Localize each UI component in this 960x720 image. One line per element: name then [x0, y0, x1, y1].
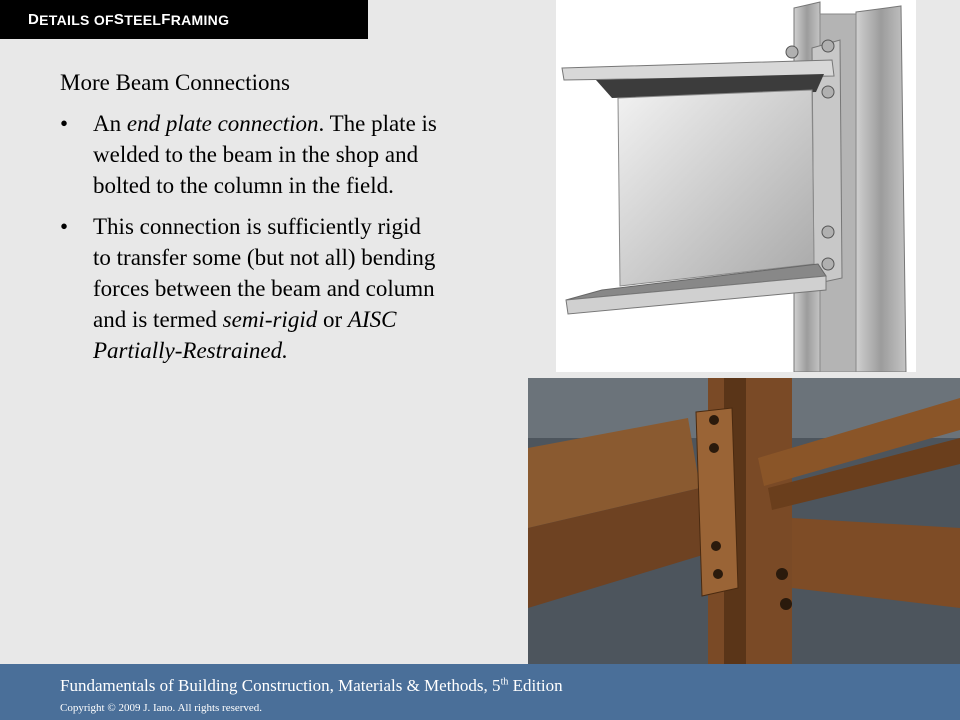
- end-plate-drawing: [556, 0, 916, 372]
- bullet-list: [60, 108, 440, 376]
- bullet-item: [60, 211, 440, 366]
- bullet-italic: semi-rigid: [222, 307, 318, 332]
- book-title: [60, 676, 563, 696]
- header-text: ETAILS OF: [39, 11, 114, 28]
- bullet-text: This connection is sufficiently rigid to transfer some (but not all) bending forces between the beam and column and is termed: [93, 214, 436, 332]
- steel-frame-drawing: [528, 378, 960, 664]
- footer-bar: [0, 664, 960, 720]
- header-cap: S: [113, 11, 125, 28]
- copyright-notice: Copyright © 2009 J. Iano. All rights reserved.: [60, 702, 263, 714]
- section-header-tab: [0, 0, 368, 39]
- bullet-item: [60, 108, 440, 201]
- bullet-icon: •: [60, 111, 69, 136]
- end-plate-illustration: [556, 0, 916, 372]
- book-title-text: Fundamentals of Building Construction, Materials & Methods, 5: [60, 676, 501, 695]
- header-cap: F: [161, 11, 171, 28]
- bullet-italic: AISC Partially-Restrained.: [93, 307, 397, 363]
- bullet-italic: end plate connection: [126, 111, 319, 136]
- bullet-text: An: [93, 111, 127, 136]
- bullet-text: or: [317, 307, 348, 332]
- steel-frame-photo: [528, 378, 960, 664]
- subheading: More Beam Connections: [60, 70, 290, 95]
- bullet-icon: •: [60, 214, 69, 239]
- book-title-text: Edition: [508, 676, 563, 695]
- header-text: TEEL: [124, 11, 162, 28]
- header-text: RAMING: [170, 11, 230, 28]
- bullet-text: . The plate is welded to the beam in the shop and bolted to the column in the field.: [93, 111, 437, 198]
- edition-superscript: th: [500, 676, 509, 688]
- header-cap: D: [28, 11, 40, 28]
